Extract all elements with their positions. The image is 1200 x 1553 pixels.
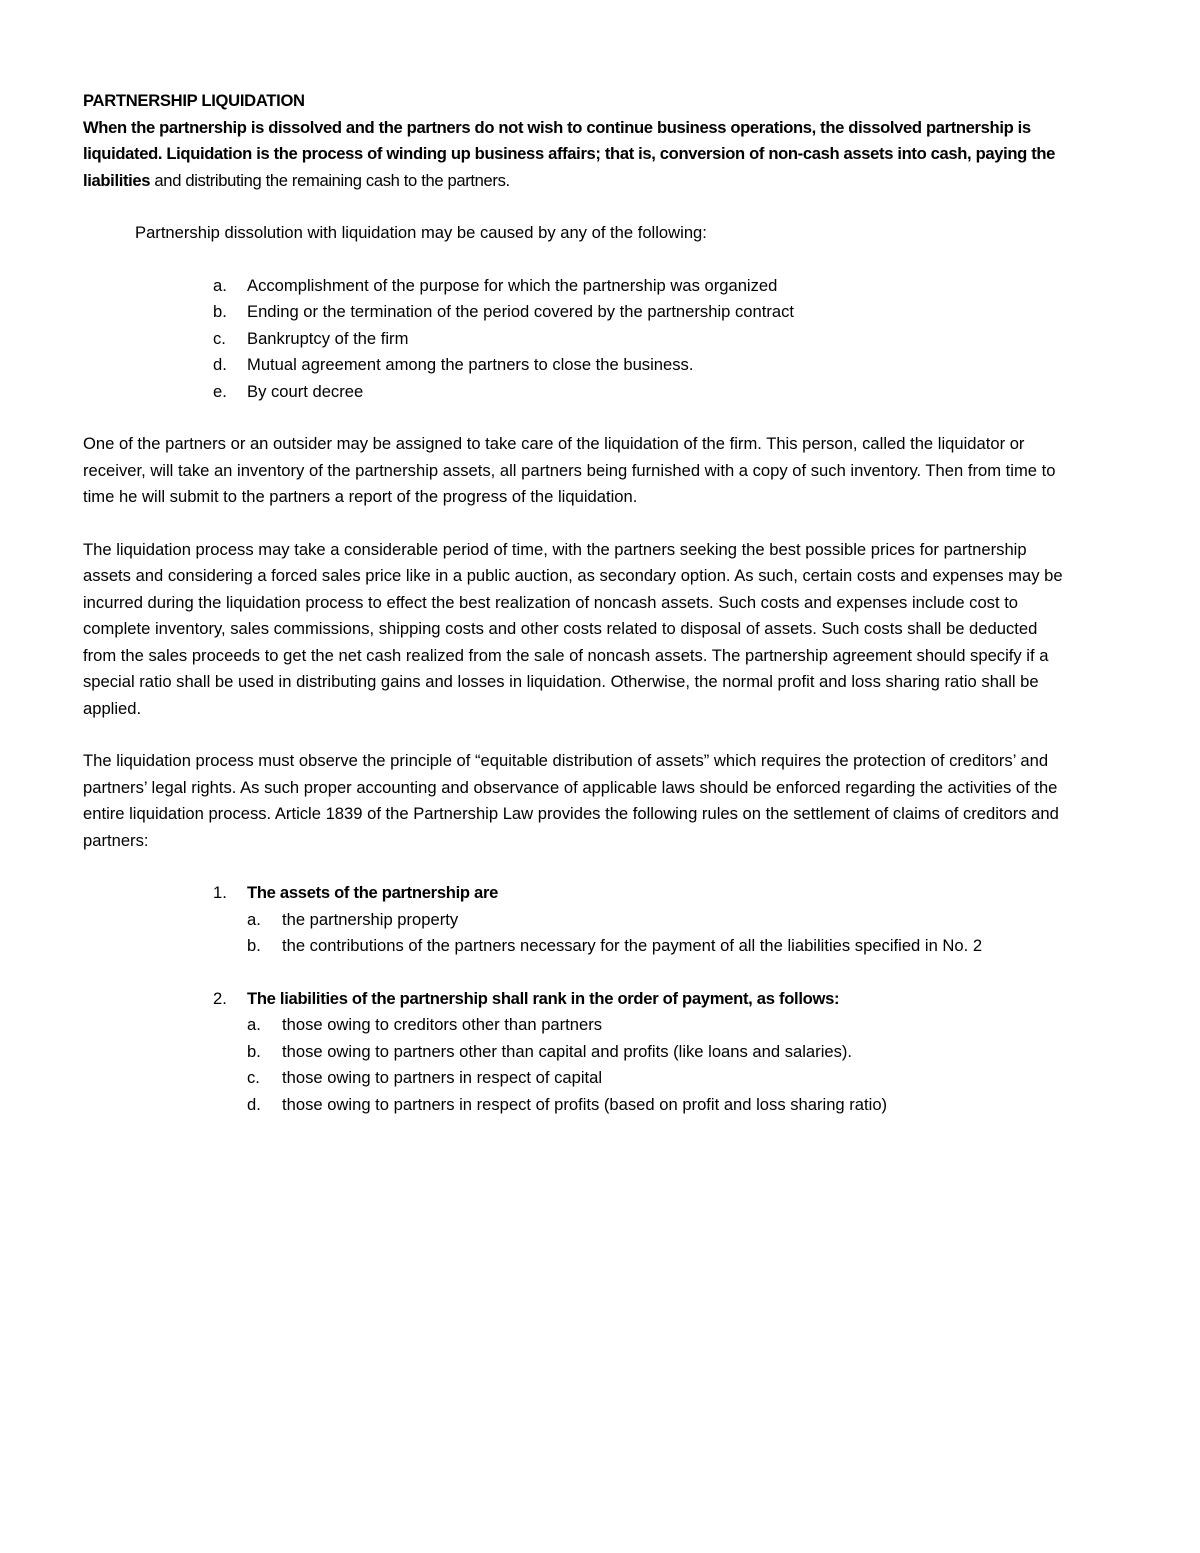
list-item — [247, 1065, 1063, 1092]
intro-bold-text: When the partnership is dissolved and the partners do not wish to continue business operations, the dissolved partnership is liquidated. Liquidation is the process of winding up business affairs; that is, conversion of non-cash assets into cash, paying the liabilities — [83, 117, 1056, 190]
rules-list — [83, 880, 1063, 1118]
list-marker: a. — [247, 1015, 261, 1034]
list-item — [247, 1092, 1063, 1119]
document-page — [83, 88, 1063, 1118]
list-item-text: the partnership property — [282, 909, 459, 929]
list-marker: a. — [213, 275, 227, 295]
list-marker: c. — [247, 1068, 260, 1087]
rule-item-assets — [83, 880, 1063, 960]
document-title: PARTNERSHIP LIQUIDATION — [83, 91, 305, 110]
liquidator-paragraph: One of the partners or an outsider may be assigned to take care of the liquidation of the firm. This person, called the liquidator or receiver, will take an inventory of the partnership assets, all partners being furnished with a copy of such inventory. Then from time to time he will submit to the partners a report of the progress of the liquidation. — [83, 434, 1056, 506]
list-item — [83, 379, 1063, 406]
rule-sub-list — [247, 907, 1063, 960]
list-item-text: Mutual agreement among the partners to close the business. — [247, 355, 694, 374]
list-item — [247, 1039, 1063, 1066]
list-marker: a. — [247, 909, 261, 929]
rule-item-liabilities — [83, 986, 1063, 1119]
list-marker: e. — [213, 381, 227, 401]
rule-sub-list — [247, 1012, 1063, 1118]
list-marker: b. — [247, 936, 261, 955]
list-item-text: the contributions of the partners necessary for the payment of all the liabilities specified in No. 2 — [282, 936, 983, 955]
list-marker: b. — [213, 302, 227, 321]
list-marker: c. — [213, 328, 226, 348]
list-marker: d. — [247, 1094, 261, 1114]
list-item — [83, 273, 1063, 300]
causes-intro: Partnership dissolution with liquidation may be caused by any of the following: — [135, 223, 707, 242]
list-marker: d. — [213, 355, 227, 374]
intro-normal-text: and distributing the remaining cash to the partners. — [150, 170, 510, 190]
list-item — [83, 326, 1063, 353]
list-item-text: those owing to partners in respect of profits (based on profit and loss sharing ratio) — [282, 1094, 888, 1114]
list-item-text: those owing to creditors other than partners — [282, 1015, 603, 1034]
rule-marker: 1. — [213, 883, 227, 902]
list-item-text: those owing to partners other than capital and profits (like loans and salaries). — [282, 1041, 853, 1061]
rule-heading: The liabilities of the partnership shall rank in the order of payment, as follows: — [247, 988, 840, 1008]
list-item — [83, 352, 1063, 379]
rule-marker: 2. — [213, 988, 227, 1008]
list-marker: b. — [247, 1041, 261, 1061]
list-item-text: Bankruptcy of the firm — [247, 328, 409, 348]
process-paragraph: The liquidation process may take a considerable period of time, with the partners seeking the best possible prices for partnership assets and considering a forced sales price like in a public auction, as secondary option. As such, certain costs and expenses may be incurred during the liquidation process to effect the best realization of noncash assets. Such costs and expenses include cost to complete inventory, sales commissions, shipping costs and other costs related to disposal of assets. Such costs shall be deducted from the sales proceeds to get the net cash realized from the sale of noncash assets. The partnership agreement should specify if a special ratio shall be used in distributing gains and losses in liquidation. Otherwise, the normal profit and loss sharing ratio shall be applied. — [83, 539, 1063, 718]
list-item-text: By court decree — [247, 381, 364, 401]
list-item-text: Ending or the termination of the period covered by the partnership contract — [247, 302, 794, 321]
list-item-text: those owing to partners in respect of capital — [282, 1068, 603, 1087]
list-item-text: Accomplishment of the purpose for which the partnership was organized — [247, 275, 778, 295]
intro-paragraph — [83, 115, 1063, 195]
rule-heading: The assets of the partnership are — [247, 883, 499, 902]
list-item — [83, 299, 1063, 326]
principle-paragraph: The liquidation process must observe the principle of “equitable distribution of assets” which requires the protection of creditors’ and partners’ legal rights. As such proper accounting and observance of applicable laws should be enforced regarding the activities of the entire liquidation process. Article 1839 of the Partnership Law provides the following rules on the settlement of claims of creditors and partners: — [83, 751, 1059, 850]
causes-list — [83, 273, 1063, 406]
list-item — [247, 907, 1063, 934]
list-item — [247, 1012, 1063, 1039]
list-item — [247, 933, 1063, 960]
